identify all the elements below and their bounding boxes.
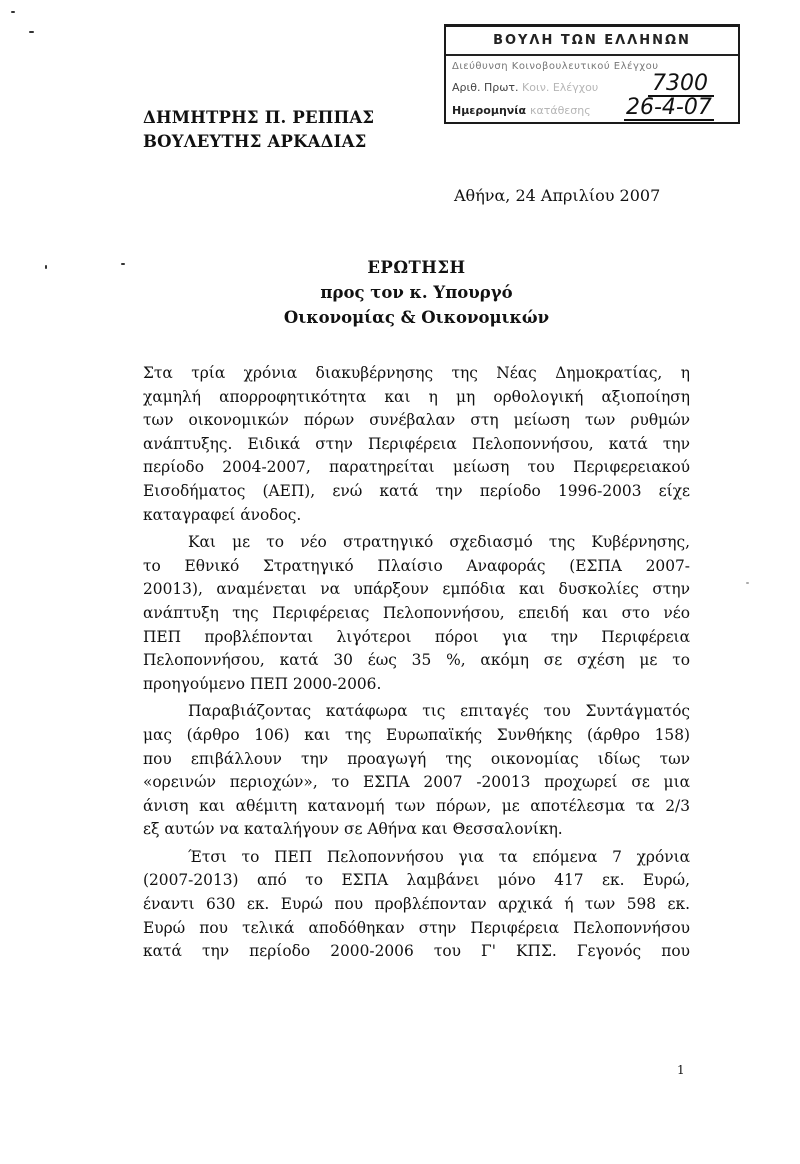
text-line: έναντι 630 εκ. Ευρώ που προβλέπονταν αρχικά ή των 598 εκ. — [143, 895, 690, 914]
text-line: (2007-2013) από το ΕΣΠΑ λαμβάνει μόνο 417 εκ. Ευρώ, — [143, 871, 690, 890]
stamp-protocol-label: Αριθ. Πρωτ. — [452, 81, 519, 94]
sender-title: ΒΟΥΛΕΥΤΗΣ ΑΡΚΑΔΙΑΣ — [143, 132, 367, 151]
stamp-date-line — [452, 104, 591, 117]
page-number: 1 — [677, 1063, 685, 1077]
text-line: Πελοποννήσου, κατά 30 έως 35 %, ακόμη σε σχέση με το — [143, 651, 690, 670]
text-line: χαμηλή απορροφητικότητα και η μη ορθολογική αξιοποίηση — [143, 387, 690, 406]
text-line: Έτσι το ΠΕΠ Πελοποννήσου για τα επόμενα 7 χρόνια — [188, 847, 690, 866]
text-line: Παραβιάζοντας κατάφωρα τις επιταγές του Συντάγματός — [188, 702, 690, 721]
text-line: ανάπτυξης. Ειδικά στην Περιφέρεια Πελοποννήσου, κατά την — [143, 434, 690, 453]
text-line: που επιβάλλουν την προαγωγή της οικονομίας ιδίως των — [143, 749, 690, 768]
paragraph — [143, 846, 690, 964]
scan-speck — [11, 11, 15, 13]
handwritten-protocol-number: 7300 — [648, 73, 714, 97]
stamp-title: ΒΟΥΛΗ ΤΩΝ ΕΛΛΗΝΩΝ — [493, 33, 691, 48]
scan-speck — [746, 582, 749, 584]
text-line: Ευρώ που τελικά αποδόθηκαν στην Περιφέρεια Πελοποννήσου — [143, 918, 690, 937]
paragraph — [143, 700, 690, 842]
stamp-protocol-line — [452, 81, 598, 94]
parliament-receipt-stamp — [444, 24, 740, 124]
scan-speck — [45, 265, 47, 269]
place-date: Αθήνα, 24 Απριλίου 2007 — [454, 186, 661, 205]
text-line: «ορεινών περιοχών», το ΕΣΠΑ 2007 -20013 προχωρεί σε μια — [143, 773, 690, 792]
text-line: κατά την περίοδο 2000-2006 του Γ' ΚΠΣ. Γεγονός που — [143, 942, 690, 961]
text-line: 20013), αναμένεται να υπάρξουν εμπόδια και δυσκολίες στην — [143, 580, 690, 599]
scan-speck — [121, 263, 125, 265]
subject-recipient: προς τον κ. Υπουργό — [320, 283, 513, 302]
subject-heading: ΕΡΩΤΗΣΗ — [367, 258, 466, 277]
stamp-date-faint: κατάθεσης — [529, 104, 591, 117]
text-line: Και με το νέο στρατηγικό σχεδιασμό της Κυβέρνησης, — [188, 533, 690, 552]
text-line: καταγραφεί άνοδος. — [143, 505, 302, 524]
text-line: μας (άρθρο 106) και της Ευρωπαϊκής Συνθήκης (άρθρο 158) — [143, 725, 690, 744]
handwritten-filing-date: 26-4-07 — [626, 95, 712, 120]
text-line: των οικονομικών πόρων συνέβαλαν στη μείωση των ρυθμών — [143, 411, 690, 430]
stamp-date-label: Ημερομηνία — [452, 104, 527, 117]
text-line: εξ αυτών να καταλήγουν σε Αθήνα και Θεσσαλονίκη. — [143, 820, 563, 839]
sender-name: ΔΗΜΗΤΡΗΣ Π. ΡΕΠΠΑΣ — [143, 108, 375, 127]
text-line: το Εθνικό Στρατηγικό Πλαίσιο Αναφοράς (ΕΣΠΑ 2007- — [143, 556, 690, 575]
paragraph — [143, 531, 690, 696]
sender-block — [143, 106, 374, 154]
text-line: περίοδο 2004-2007, παρατηρείται μείωση του Περιφερειακού — [143, 458, 690, 477]
stamp-protocol-faint: Κοιν. Ελέγχου — [522, 81, 599, 94]
scan-speck — [29, 31, 34, 33]
subject-ministry: Οικονομίας & Οικονομικών — [283, 308, 550, 327]
question-body — [143, 362, 690, 964]
stamp-divider — [446, 54, 738, 56]
subject-block — [143, 255, 690, 330]
text-line: άνιση και αθέμιτη κατανομή των πόρων, με αποτέλεσμα τα 2/3 — [143, 796, 690, 815]
paragraph — [143, 362, 690, 527]
text-line: Εισοδήματος (ΑΕΠ), ενώ κατά την περίοδο 1996-2003 είχε — [143, 481, 690, 500]
text-line: Στα τρία χρόνια διακυβέρνησης της Νέας Δημοκρατίας, η — [143, 364, 690, 382]
text-line: προηγούμενο ΠΕΠ 2000-2006. — [143, 674, 382, 693]
text-line: ανάπτυξη της Περιφέρειας Πελοποννήσου, επειδή και στο νέο — [143, 603, 690, 622]
stamp-department-line: Διεύθυνση Κοινοβουλευτικού Ελέγχου — [452, 61, 659, 72]
text-line: ΠΕΠ προβλέπονται λιγότεροι πόροι για την Περιφέρεια — [143, 627, 690, 646]
